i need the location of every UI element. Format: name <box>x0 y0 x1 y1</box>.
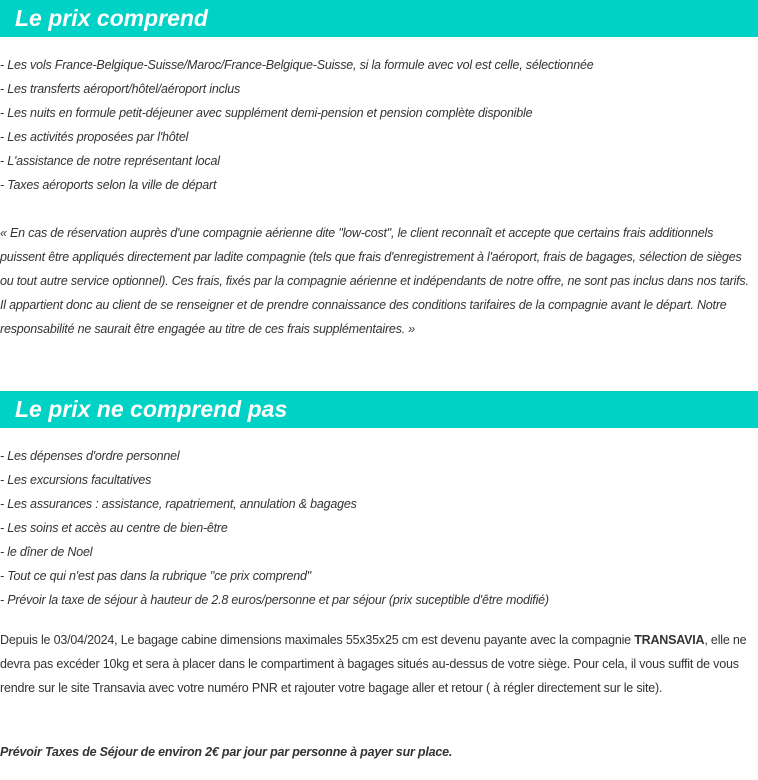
baggage-note <box>0 628 756 700</box>
list-item: - Les nuits en formule petit-déjeuner avec supplément demi-pension et pension complète disponible <box>0 106 533 120</box>
excluded-section-title: Le prix ne comprend pas <box>15 396 288 422</box>
included-section-header <box>0 0 758 37</box>
excluded-list <box>0 444 758 612</box>
tourist-tax-note: Prévoir Taxes de Séjour de environ 2€ par jour par personne à payer sur place. <box>0 745 453 759</box>
list-item: - Les excursions facultatives <box>0 473 152 487</box>
baggage-note-before: Depuis le 03/04/2024, Le bagage cabine dimensions maximales 55x35x25 cm est devenu payante avec la compagnie <box>0 633 635 647</box>
list-item: - Les activités proposées par l'hôtel <box>0 130 189 144</box>
low-cost-disclaimer: « En cas de réservation auprès d'une compagnie aérienne dite "low-cost", le client reconnaît et accepte que certains frais additionnels puissent être appliqués directement par ladite compagnie (tels que frais d'enregistrement à l'aéroport, frais de bagages, sélection de sièges ou tout autre service optionnel). Ces frais, fixés par la compagnie aérienne et indépendants de notre offre, ne sont pas inclus dans nos tarifs. Il appartient donc au client de se renseigner et de prendre connaissance des conditions tarifaires de la compagnie avant le départ. Notre responsabilité ne saurait être engagée au titre de ces frais supplémentaires. » <box>0 226 749 336</box>
included-list <box>0 53 758 197</box>
list-item: - Les soins et accès au centre de bien-être <box>0 521 228 535</box>
baggage-note-airline: TRANSAVIA <box>634 633 705 647</box>
list-item: - Les dépenses d'ordre personnel <box>0 449 180 463</box>
excluded-section-header <box>0 391 758 428</box>
list-item: - L'assistance de notre représentant local <box>0 154 220 168</box>
list-item: - Les assurances : assistance, rapatriement, annulation & bagages <box>0 497 357 511</box>
list-item: - Tout ce qui n'est pas dans la rubrique "ce prix comprend" <box>0 569 311 583</box>
baggage-note-after: , elle ne devra pas excéder 10kg et sera à placer dans le compartiment à bagages situés au-dessus de votre siège. Pour cela, il vous suffit de vous rendre sur le site Transavia avec votre numéro PNR et rajouter votre bagage aller et retour ( à régler directement sur le site). <box>0 633 747 695</box>
list-item: - Les transferts aéroport/hôtel/aéroport inclus <box>0 82 241 96</box>
list-item: - Les vols France-Belgique-Suisse/Maroc/France-Belgique-Suisse, si la formule avec vol est celle, sélectionnée <box>0 58 594 72</box>
list-item: - Taxes aéroports selon la ville de départ <box>0 178 217 192</box>
list-item: - Prévoir la taxe de séjour à hauteur de 2.8 euros/personne et par séjour (prix suceptible d'être modifié) <box>0 593 549 607</box>
list-item: - le dîner de Noel <box>0 545 93 559</box>
included-section-title: Le prix comprend <box>15 5 208 31</box>
